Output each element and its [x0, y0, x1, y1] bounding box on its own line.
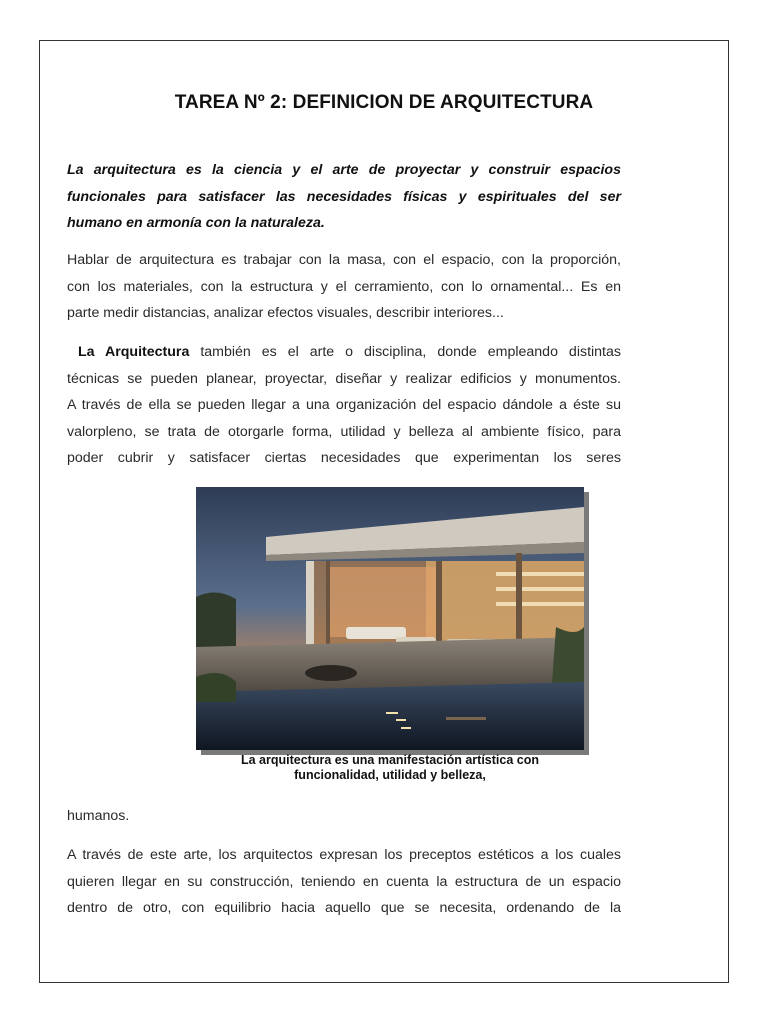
house-photo	[196, 487, 584, 750]
bold-term: La Arquitectura	[77, 344, 190, 360]
modern-house-image	[196, 487, 584, 750]
caption-line: La arquitectura es una manifestación artística con	[240, 753, 539, 767]
figure-caption	[190, 753, 590, 783]
text-line: con los materiales, con la estructura y el cerramiento, con lo ornamental... Es en	[67, 278, 621, 295]
caption-line: funcionalidad, utilidad y belleza,	[294, 768, 486, 782]
continuation-text: humanos.	[67, 808, 130, 824]
text-line: técnicas se pueden planear, proyectar, diseñar y realizar edificios y monumentos.	[67, 370, 621, 387]
architecture-figure	[196, 487, 584, 750]
text-line: valorpleno, se trata de otorgarle forma, utilidad y belleza al ambiente físico, para	[67, 423, 621, 440]
text-line: funcionales para satisfacer las necesidades físicas y espirituales del ser	[67, 188, 621, 205]
text-span: también es el arte o disciplina, donde empleando distintas	[189, 344, 621, 360]
paragraph-2	[67, 339, 621, 472]
text-line: parte medir distancias, analizar efectos visuales, describir interiores...	[67, 305, 504, 321]
text-line: A través de este arte, los arquitectos expresan los preceptos estéticos a los cuales	[67, 847, 621, 863]
document-title: TAREA Nº 2: DEFINICION DE ARQUITECTURA	[174, 92, 594, 113]
text-line: La arquitectura es la ciencia y el arte de proyectar y construir espacios	[67, 162, 621, 178]
paragraph-3	[67, 842, 621, 922]
text-line	[67, 339, 621, 366]
text-line: quieren llegar en su construcción, teniendo en cuenta la estructura de un espacio	[67, 873, 621, 890]
text-line: poder cubrir y satisfacer ciertas necesidades que experimentan los seres	[67, 450, 621, 466]
paragraph-1	[67, 247, 621, 327]
text-line: A través de ella se pueden llegar a una organización del espacio dándole a éste su	[67, 397, 621, 413]
text-line: dentro de otro, con equilibrio hacia aquello que se necesita, ordenando de la	[67, 900, 621, 916]
text-line: humano en armonía con la naturaleza.	[67, 215, 325, 231]
text-line: Hablar de arquitectura es trabajar con la masa, con el espacio, con la proporción,	[67, 252, 621, 268]
intro-definition	[67, 157, 621, 237]
